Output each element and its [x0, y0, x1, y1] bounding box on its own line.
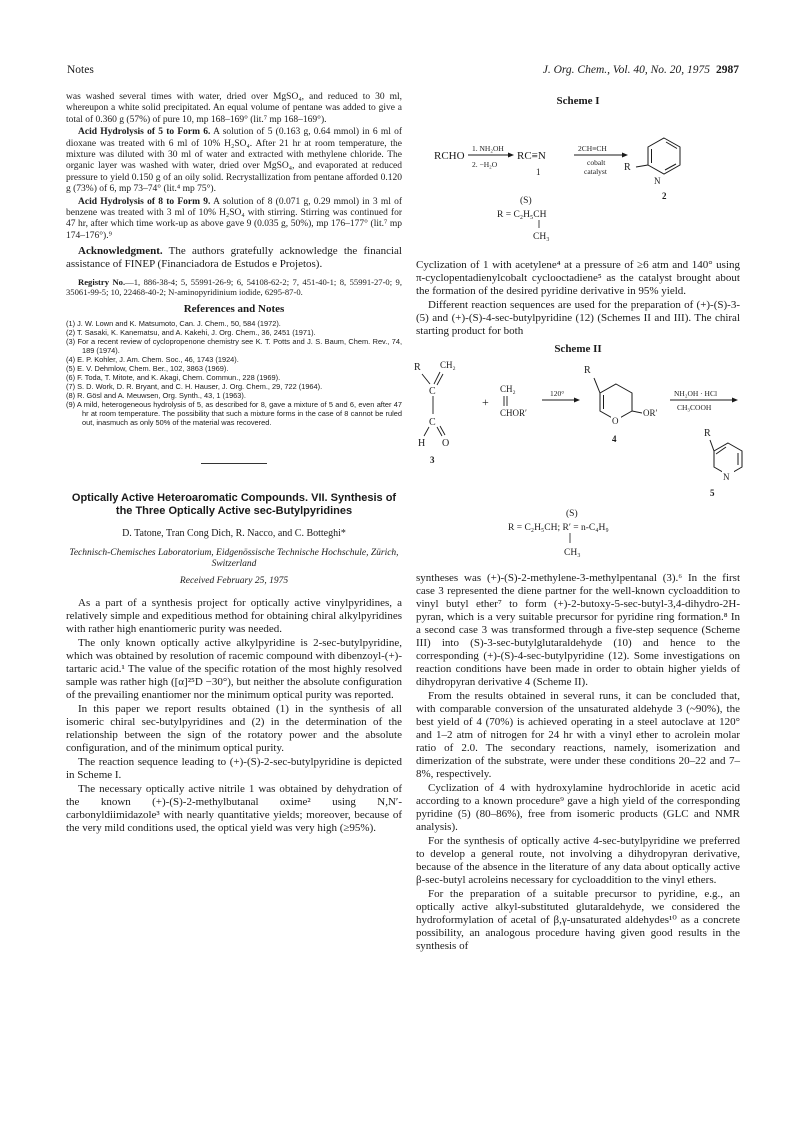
page-number: 2987: [716, 64, 739, 76]
scheme-1-title: Scheme I: [556, 95, 600, 107]
body-paragraph: As a part of a synthesis project for optically active vinylpyridines, a relatively simple and expeditious method for obtaining chiral alkylpyridines with rather high enantiomeric purity was needed.: [66, 596, 402, 635]
scheme-2-title: Scheme II: [554, 343, 602, 356]
registry-text: —1, 886-38-4; 5, 55991-26-9; 6, 54108-62-2; 7, 451-40-1; 8, 55991-27-0; 9, 35061-99-5; 10, 22468-40-2; N-aminopyridinium iodide, 6295-87-0.: [66, 277, 403, 298]
procedure-text-2: A solution of 8 (0.071 g, 0.29 mmol) in 3 ml of benzene was treated with 3 ml of 10% H₂SO₄ with stirring. Stirring was continued for 47 hr, after which time work-up as above gave 9 (0.035 g, 50%), mp 176–177° (lit.⁷ mp 174–176°).⁹: [66, 196, 402, 241]
reference-item: (7) S. D. Work, D. R. Bryant, and C. H. Hauser, J. Org. Chem., 29, 722 (1964).: [66, 382, 323, 392]
methyl-label-2: CH₃: [564, 547, 581, 558]
body-paragraph: The necessary optically active nitrile 1 was obtained by dehydration of the known (+)-(S)-2-methylbutanal oxime² using N,N′-carbonyldiimidazole³ with nearly quantitative yields; moreover, because of the very mild conditions used, the optical yield was very high (≥95%).: [66, 782, 402, 834]
compound-4-or: OR′: [643, 407, 658, 418]
compound-3-carbonyl-carbon: C: [429, 416, 436, 428]
reference-item: (9) A mild, heterogeneous hydrolysis of 5, as described for 8, gave a mixture of 5 and 6, even after 47 hr at room temperature. The possibility that such a mixture forms in the case of 8 cannot be ruled out, inasmuch as only 50% of the material was recovered.: [66, 400, 402, 428]
compound-4-r: R: [584, 364, 591, 376]
catalyst-line-1: cobalt: [587, 158, 606, 168]
vinyl-ether-methylene: CH₂: [500, 383, 516, 394]
acetylene-reagent: 2CH≡CH: [578, 144, 607, 154]
reference-item: (1) J. W. Lown and K. Matsumoto, Can. J. Chem., 50, 584 (1972).: [66, 319, 281, 329]
right-text-block-2: [416, 572, 740, 953]
body-paragraph: The reaction sequence leading to (+)-(S)-2-sec-butylpyridine is depicted in Scheme I.: [66, 755, 402, 781]
reference-item: (5) E. V. Dehmlow, Chem. Ber., 102, 3863 (1969).: [66, 364, 229, 374]
procedure-heading-2: Acid Hydrolysis of 8 to Form 9.: [78, 196, 211, 207]
acknowledgment-text: The authors gratefully acknowledge the financial assistance of FINEP (Financiadora de Estudos e Projetos).: [66, 245, 402, 271]
procedure-paragraph-2: [66, 197, 402, 243]
reference-item: (4) E. P. Kohler, J. Am. Chem. Soc., 46, 1743 (1924).: [66, 355, 239, 365]
compound-3-number: 3: [430, 454, 435, 465]
pyridine-ring: [636, 138, 680, 174]
scheme-1-diagram: [416, 107, 740, 257]
pyridine-nitrogen: N: [654, 176, 661, 187]
right-column: [416, 92, 740, 954]
ring-oxygen: O: [612, 415, 619, 426]
compound-2-number: 2: [662, 191, 667, 202]
body-paragraph: Different reaction sequences are used for the preparation of (+)-(S)-3- (5) and (+)-(S)-4-sec-butylpyridine (12) (Schemes II and III). The chiral starting product for both: [416, 299, 740, 338]
body-paragraph: The only known optically active alkylpyridine is 2-sec-butylpyridine, which was obtained by resolution of racemic compound with dibenzoyl-(+)-tartaric acid.¹ The value of the specific rotation of the most highly resolved sample was rather high ([α]²⁵D −30°), but neither the absolute configuration of the prevailing enantiomer nor the minimum optical purity was reported.: [66, 636, 402, 701]
running-header-journal: [543, 64, 739, 76]
reagent-line-2: CH₃COOH: [677, 402, 712, 412]
reagent-line-1: NH₂OH · HCl: [674, 388, 718, 398]
reference-item: (2) T. Sasaki, K. Kanematsu, and A. Kakehi, J. Org. Chem., 36, 2451 (1971).: [66, 328, 316, 338]
acknowledgment: [66, 245, 402, 271]
scheme-1: [416, 96, 740, 257]
r-definition: R = C₂H₅CH: [497, 210, 547, 221]
body-paragraph: For the synthesis of optically active 4-sec-butylpyridine we preferred to develop a general route, not involving a dihydropyran derivative, because of the absence in the literature of any data about optically active β-sec-butyl acroleins necessary for cycloaddition to the vinyl ethers.: [416, 834, 740, 886]
step-1-label: 1. NH₂OH: [472, 144, 504, 154]
aldehyde-label: RCHO: [434, 150, 465, 163]
compound-3-r: R: [414, 361, 421, 373]
reference-item: (6) F. Toda, T. Mitote, and K. Akagi, Chem. Commun., 228 (1969).: [66, 373, 281, 383]
compound-4-number: 4: [612, 433, 617, 444]
pyridine-5-nitrogen: N: [723, 471, 730, 482]
arrowhead-2: [622, 153, 628, 158]
configuration-label: (S): [520, 196, 532, 207]
pyridine-ring-5: [710, 440, 742, 475]
compound-3-methylene: CH₂: [440, 359, 456, 370]
arrowhead-4: [732, 397, 738, 402]
reference-item: (8) R. Gösl and A. Meuwsen, Org. Synth., 43, 1 (1963).: [66, 391, 246, 401]
references-heading: References and Notes: [183, 302, 285, 315]
compound-3-carbon: C: [429, 385, 436, 397]
plus-sign: +: [482, 394, 489, 409]
compound-3-hydrogen: H: [418, 437, 426, 449]
procedure-text-1: A solution of 5 (0.163 g, 0.64 mmol) in 6 ml of dioxane was treated with 6 ml of 10% H₂SO₄. After 21 hr at room temperature, the mixture was diluted with 30 ml of water and extracted with methylene chloride. The organic layer was washed with water, dried over MgSO₄, and evaporated at reduced pressure to yield 0.150 g of an oily solid. Recrystallization from pentane afforded 0.120 g (73%) of 6, mp 73–74° (lit.⁴ mp 75°).: [66, 127, 402, 195]
author-list: D. Tatone, Tran Cong Dich, R. Nacco, and C. Botteghi*: [122, 528, 346, 540]
received-date: Received February 25, 1975: [179, 575, 289, 586]
compound-5-number: 5: [710, 487, 715, 498]
journal-citation: J. Org. Chem., Vol. 40, No. 20, 1975: [542, 64, 710, 76]
methyl-label: CH₃: [533, 232, 550, 243]
procedure-paragraph-1: [66, 127, 402, 195]
arrowhead-1: [508, 153, 514, 158]
article-body: [66, 597, 402, 835]
affiliation: Technisch-Chemisches Laboratorium, Eidgenössische Technische Hochschule, Zürich, Switzerland: [69, 547, 399, 569]
body-paragraph: In this paper we report results obtained (1) in the synthesis of all isomeric chiral sec-butylpyridines and (2) in the determination of the relationship between the sign of the rotatory power and the absolute configuration, and of the minimum optical purity.: [66, 702, 402, 754]
compound-3-oxygen: O: [442, 437, 450, 449]
body-paragraph: For the preparation of a suitable precursor to pyridine, e.g., an optically active alkyl-substituted glutaraldehyde, we considered the hydroformylation of acetal of β,γ-unsaturated aldehydes¹⁰ as a concrete possibility, an analogous procedure having given good results in the synthesis of: [416, 887, 740, 952]
continued-paragraph: was washed several times with water, dried over MgSO₄, and reduced to 30 ml, whereupon a white solid precipitated. An equal volume of pentane was added to give a total of 0.360 g (57%) of pure 10, mp 168–169° (lit.⁷ mp 168–169°).: [66, 92, 402, 125]
procedure-heading-1: Acid Hydrolysis of 5 to Form 6.: [78, 127, 211, 138]
left-column: [66, 92, 402, 836]
right-text-block-1: [416, 259, 740, 338]
nitrile-label: RC≡N: [517, 150, 546, 163]
article-title: Optically Active Heteroaromatic Compounds. VII. Synthesis of the Three Optically Active sec-Butylpyridines: [71, 492, 397, 518]
catalyst-line-2: catalyst: [584, 167, 607, 177]
body-paragraph: Cyclization of 1 with acetylene⁴ at a pressure of ≥6 atm and 140° using π-cyclopentadienylcobalt cyclooctadiene⁵ as the catalyst brought about the formation of the desired pyridine derivative in 95% yield.: [416, 259, 740, 298]
acknowledgment-heading: Acknowledgment.: [78, 245, 163, 258]
section-divider: [201, 463, 267, 464]
body-paragraph: Cyclization of 4 with hydroxylamine hydrochloride in acetic acid according to a known procedure⁹ gave a high yield of the corresponding pyridine (5) (80–86%), free from isomeric products (GLC and NMR analysis).: [416, 781, 740, 833]
reference-item: (3) For a recent review of cyclopropenone chemistry see K. T. Potts and J. S. Baum, Chem. Rev., 74, 189 (1974).: [66, 337, 402, 356]
running-header-section: Notes: [67, 64, 94, 76]
registry-heading: Registry No.: [78, 277, 126, 288]
dihydropyran-ring: [594, 378, 642, 420]
configuration-label-2: (S): [566, 508, 578, 519]
scheme-2: [416, 344, 740, 567]
body-paragraph: From the results obtained in several runs, it can be concluded that, with comparable conversion of the unsaturated aldehyde 3 (~90%), the best yield of 4 (70%) is achieved operating in a steel autoclave at 120° and 1–2 atm of nitrogen for 24 hr with a vinyl ether to acrolein molar ratio of 2.0. The secondary reactions, namely, isomerization and dimerization of the substrate, were under these conditions 20–22 and 7–8%, respectively.: [416, 689, 740, 780]
references-list: [66, 319, 402, 427]
step-2-label: 2. −H₂O: [472, 160, 498, 170]
r-definition-2: R = C₂H₅CH; R′ = n-C₄H₉: [508, 522, 609, 533]
arrowhead-3: [574, 397, 580, 402]
scheme-2-diagram: [416, 356, 740, 568]
compound-1-number: 1: [536, 167, 541, 178]
registry-numbers: [66, 277, 402, 297]
body-paragraph: syntheses was (+)-(S)-2-methylene-3-methylpentanal (3).⁶ In the first case 3 represented the diene partner for the well-known cycloaddition to vinyl butyl ether⁷ to form (+)-2-butoxy-5-sec-butyl-3,4-dihydro-2H-pyran, which is a very suitable precursor for pyridine ring formation.⁸ In a second case 3 was transformed through a five-step sequence (Scheme III) into (S)-3-sec-butylglutaraldehyde (10) and hence to the corresponding (+)-(S)-4-sec-butylpyridine (12). Some investigations on reaction conditions have been made in order to obtain higher yields of dihydropyran derivative 4 (Scheme II).: [416, 571, 740, 688]
vinyl-ether-chor: CHOR′: [500, 407, 527, 418]
temperature-label: 120°: [550, 388, 565, 398]
compound-5-r: R: [704, 427, 711, 439]
pyridine-substituent-r: R: [624, 162, 631, 174]
